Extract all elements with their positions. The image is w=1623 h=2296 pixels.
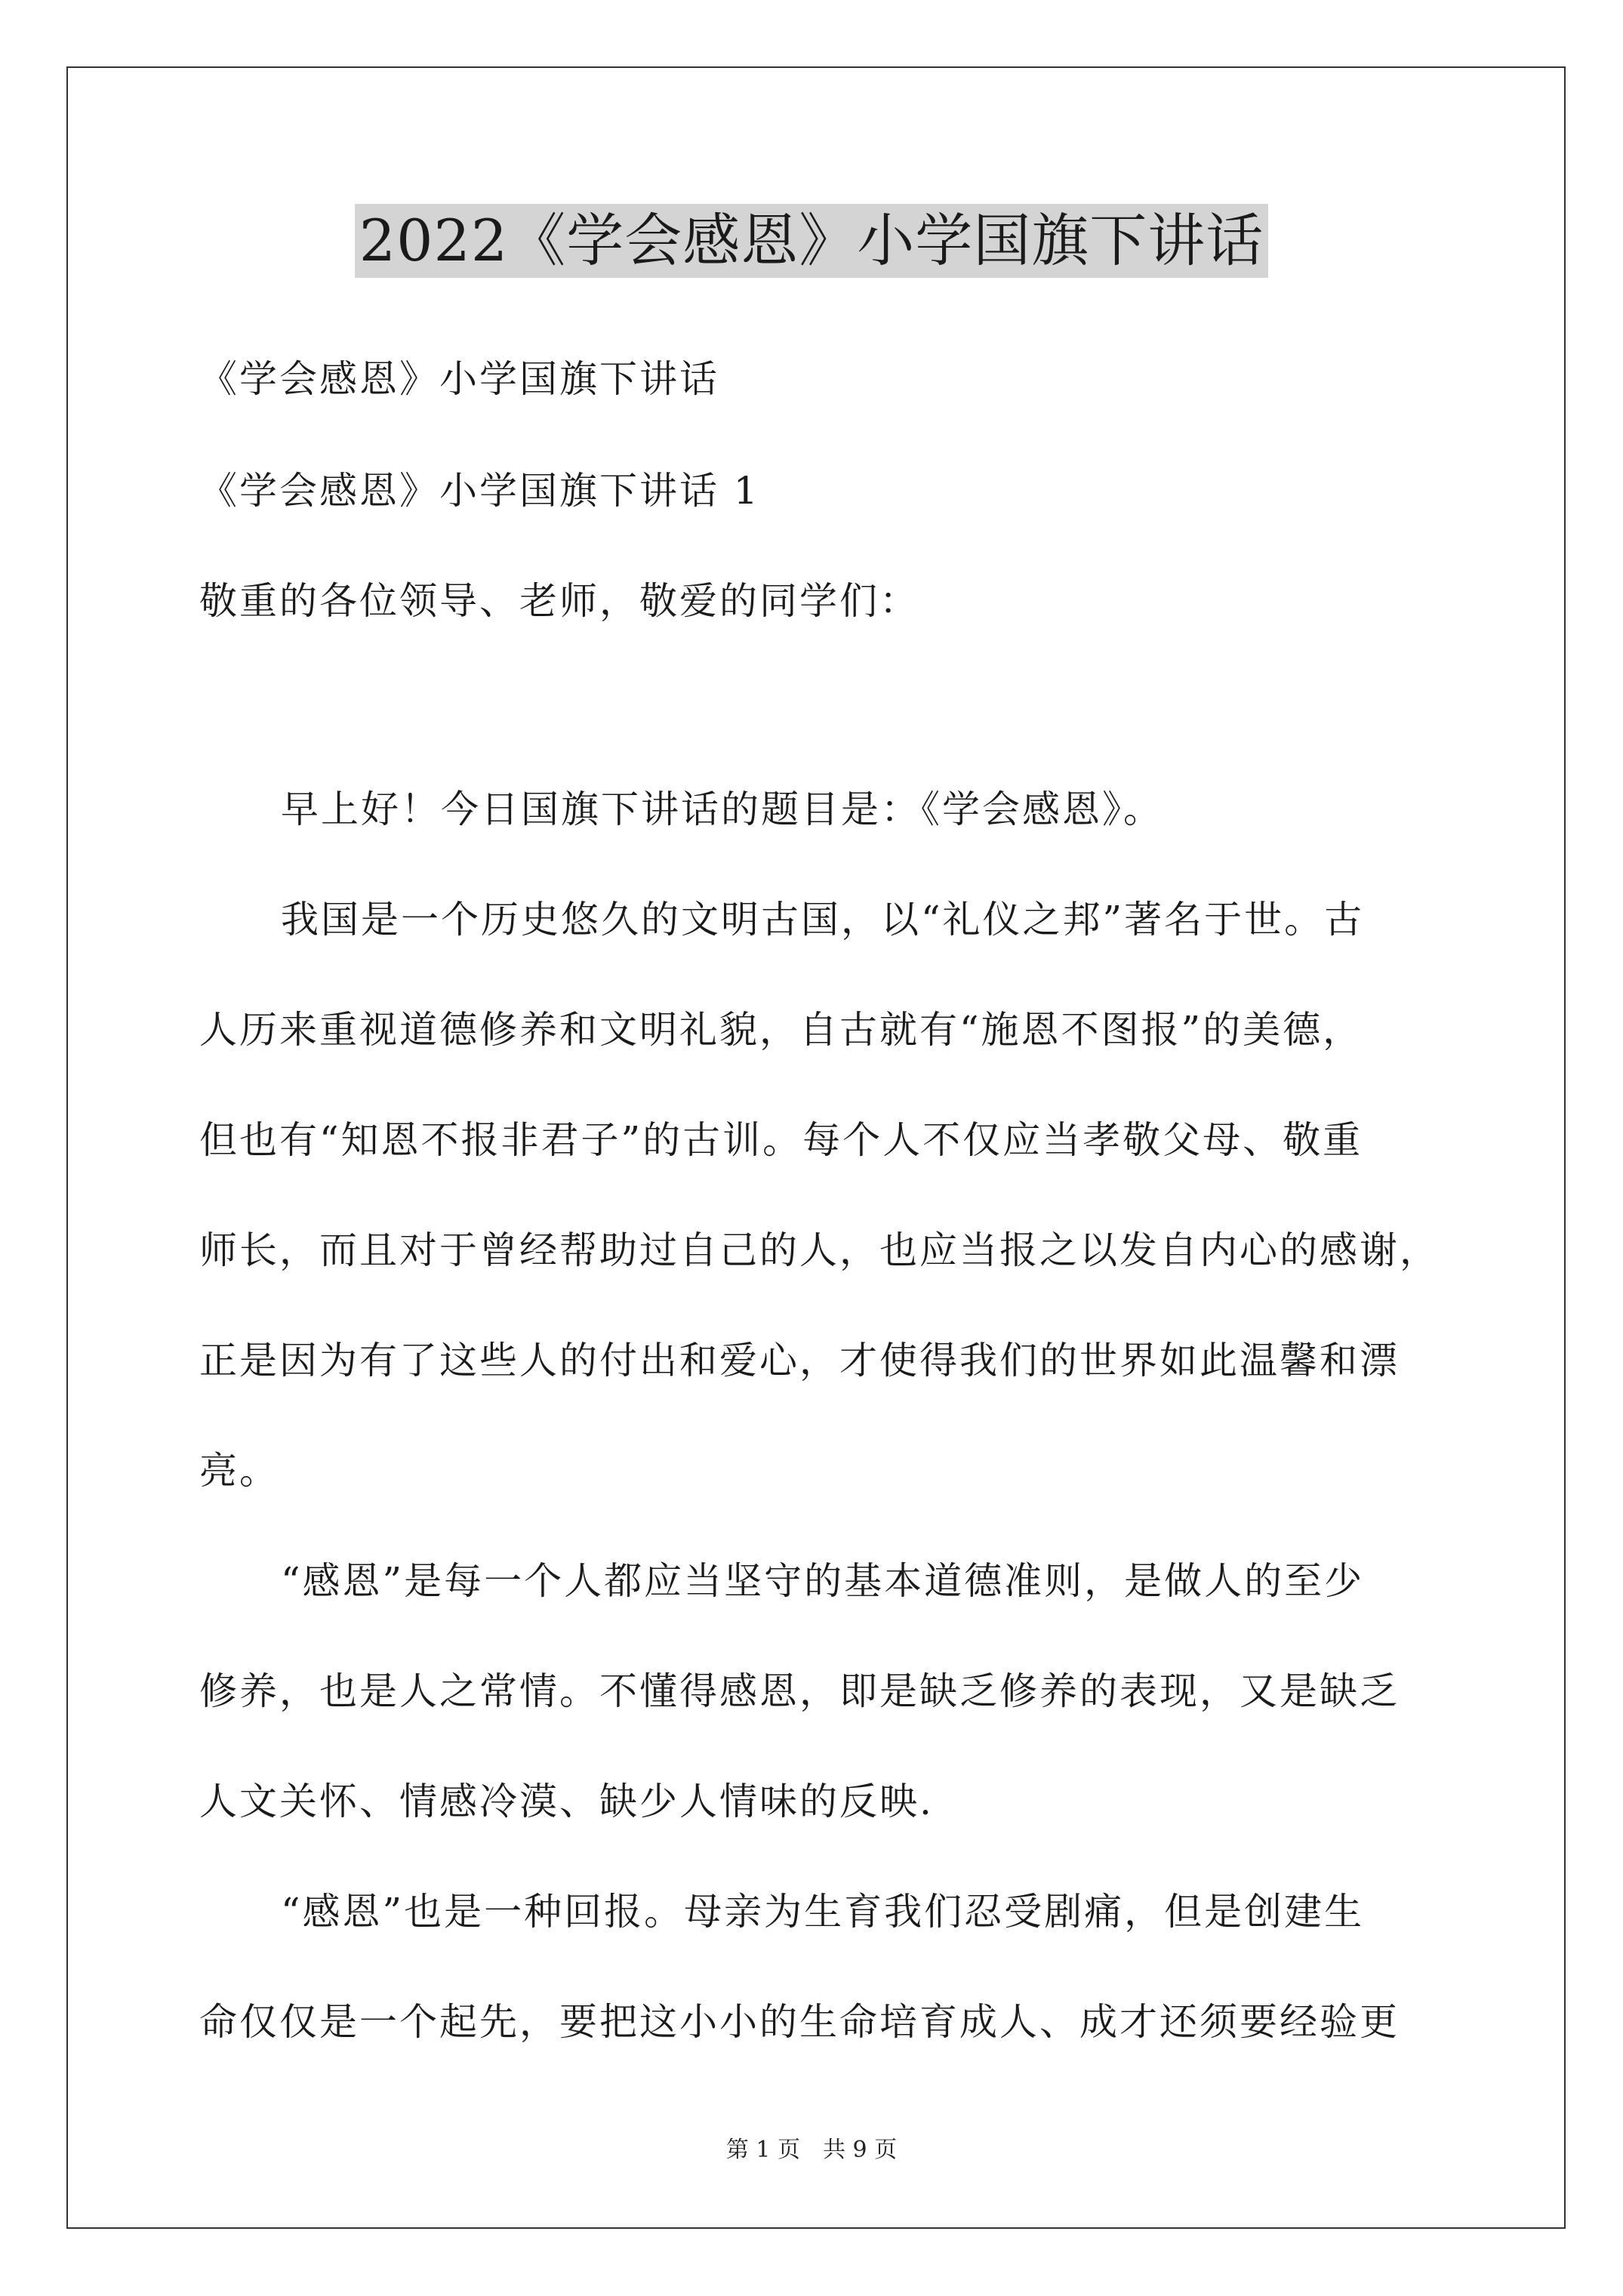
body-line: 正是因为有了这些人的付出和爱心，才使得我们的世界如此温馨和漂	[199, 1339, 1400, 1382]
body-line: 修养，也是人之常情。不懂得感恩，即是缺乏修养的表现，又是缺乏	[199, 1669, 1400, 1713]
body-line: 人历来重视道德修养和文明礼貌，自古就有“施恩不图报”的美德，	[199, 1008, 1363, 1052]
page-footer: 第 1 页 共 9 页	[725, 2137, 898, 2163]
body-line: 师长，而且对于曾经帮助过自己的人，也应当报之以发自内心的感谢，	[199, 1228, 1440, 1272]
body-line: “感恩”是每一个人都应当坚守的基本道德准则，是做人的至少	[281, 1559, 1365, 1603]
title-container	[0, 204, 1623, 278]
body-line: 人文关怀、情感冷漠、缺少人情味的反映.	[199, 1780, 934, 1823]
subtitle: 《学会感恩》小学国旗下讲话	[199, 357, 719, 401]
body-line: 但也有“知恩不报非君子”的古训。每个人不仅应当孝敬父母、敬重	[199, 1118, 1363, 1162]
body-line: 亮。	[199, 1449, 279, 1493]
body-line: “感恩”也是一种回报。母亲为生育我们忍受剧痛，但是创建生	[281, 1890, 1365, 1934]
section-heading: 《学会感恩》小学国旗下讲话 1	[199, 469, 760, 513]
body-line: 我国是一个历史悠久的文明古国，以“礼仪之邦”著名于世。古	[281, 898, 1365, 942]
body-line: 早上好！今日国旗下讲话的题目是：《学会感恩》。	[281, 787, 1163, 831]
document-title: 2022《学会感恩》小学国旗下讲话	[355, 204, 1268, 278]
greeting: 敬重的各位领导、老师，敬爱的同学们：	[199, 579, 919, 623]
body-line: 命仅仅是一个起先，要把这小小的生命培育成人、成才还须要经验更	[199, 2000, 1400, 2044]
